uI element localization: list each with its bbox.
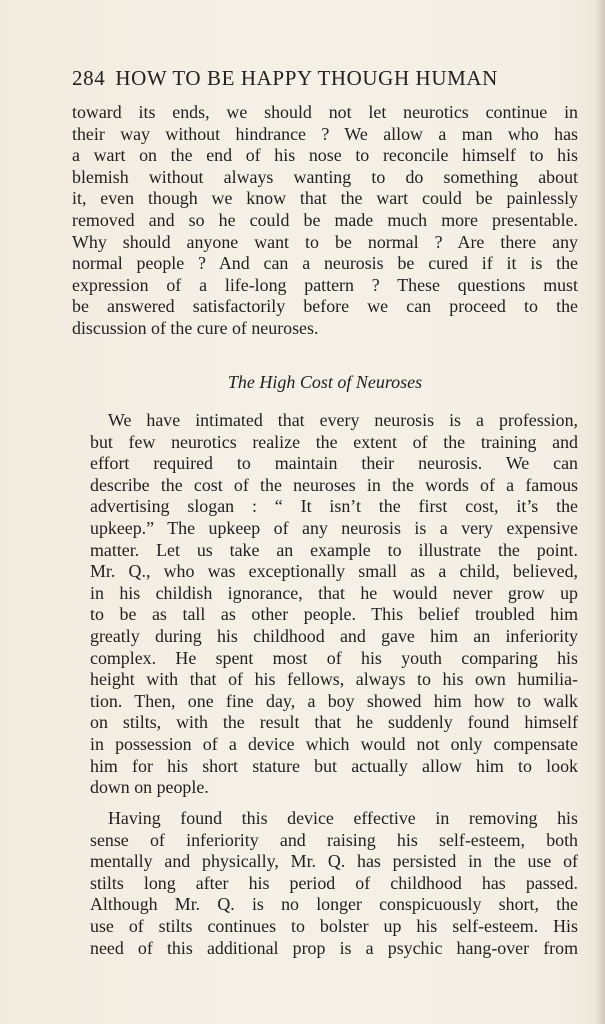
- running-title: HOW TO BE HAPPY THOUGH HUMAN: [115, 66, 498, 90]
- text-line: need of this additional prop is a psychic hang-over from: [90, 937, 578, 958]
- text-line: greatly during his childhood and gave him an inferiority: [90, 625, 578, 646]
- text-line: normal people ? And can a neurosis be cured if it is the: [72, 253, 578, 274]
- text-line: blemish without always wanting to do something about: [72, 166, 578, 187]
- text-line: it, even though we know that the wart could be painlessly: [72, 188, 578, 209]
- text-line: sense of inferiority and raising his self-esteem, both: [90, 829, 578, 850]
- section-heading: The High Cost of Neuroses: [227, 372, 423, 392]
- page-number: 284: [72, 66, 106, 90]
- text-line: tion. Then, one fine day, a boy showed him how to walk: [90, 690, 578, 711]
- text-line: We have intimated that every neurosis is a profession,: [108, 410, 578, 430]
- text-line: on stilts, with the result that he suddenly found himself: [90, 712, 578, 733]
- text-line: but few neurotics realize the extent of the training and: [90, 431, 578, 452]
- text-line: Having found this device effective in removing his: [108, 808, 578, 828]
- text-line: down on people.: [90, 777, 209, 798]
- text-line: Although Mr. Q. is no longer conspicuously short, the: [90, 894, 578, 915]
- text-line: discussion of the cure of neuroses.: [72, 317, 319, 338]
- text-line: be answered satisfactorily before we can proceed to the: [72, 296, 578, 317]
- text-line: advertising slogan : “ It isn’t the first cost, it’s the: [90, 496, 578, 517]
- text-line: their way without hindrance ? We allow a man who has: [72, 123, 578, 144]
- text-line: upkeep.” The upkeep of any neurosis is a very expensive: [90, 517, 578, 538]
- text-line: in possession of a device which would not only compensate: [90, 733, 578, 754]
- text-line: Why should anyone want to be normal ? Are there any: [72, 231, 578, 252]
- text-line: use of stilts continues to bolster up his self-esteem. His: [90, 915, 578, 936]
- running-header: [72, 66, 580, 96]
- text-line: height with that of his fellows, always to his own humilia-: [90, 669, 578, 690]
- text-line: mentally and physically, Mr. Q. has persisted in the use of: [90, 851, 578, 872]
- text-line: removed and so he could be made much more presentable.: [72, 209, 578, 230]
- text-line: him for his short stature but actually allow him to look: [90, 755, 578, 776]
- text-line: expression of a life-long pattern ? These questions must: [72, 274, 578, 295]
- page-edge-shadow: [595, 0, 605, 1024]
- text-line: effort required to maintain their neurosis. We can: [90, 453, 578, 474]
- paragraph-3: [72, 808, 578, 959]
- text-line: complex. He spent most of his youth comparing his: [90, 647, 578, 668]
- paragraph-2: [72, 410, 578, 799]
- text-line: describe the cost of the neuroses in the words of a famous: [90, 474, 578, 495]
- text-line: to be as tall as other people. This belief troubled him: [90, 604, 578, 625]
- text-line: matter. Let us take an example to illustrate the point.: [90, 539, 578, 560]
- paragraph-1: [72, 102, 578, 340]
- text-line: a wart on the end of his nose to reconcile himself to his: [72, 145, 578, 166]
- text-line: in his childish ignorance, that he would never grow up: [90, 582, 578, 603]
- text-line: stilts long after his period of childhood has passed.: [90, 872, 578, 893]
- text-line: toward its ends, we should not let neurotics continue in: [72, 102, 578, 122]
- text-line: Mr. Q., who was exceptionally small as a child, believed,: [90, 561, 578, 582]
